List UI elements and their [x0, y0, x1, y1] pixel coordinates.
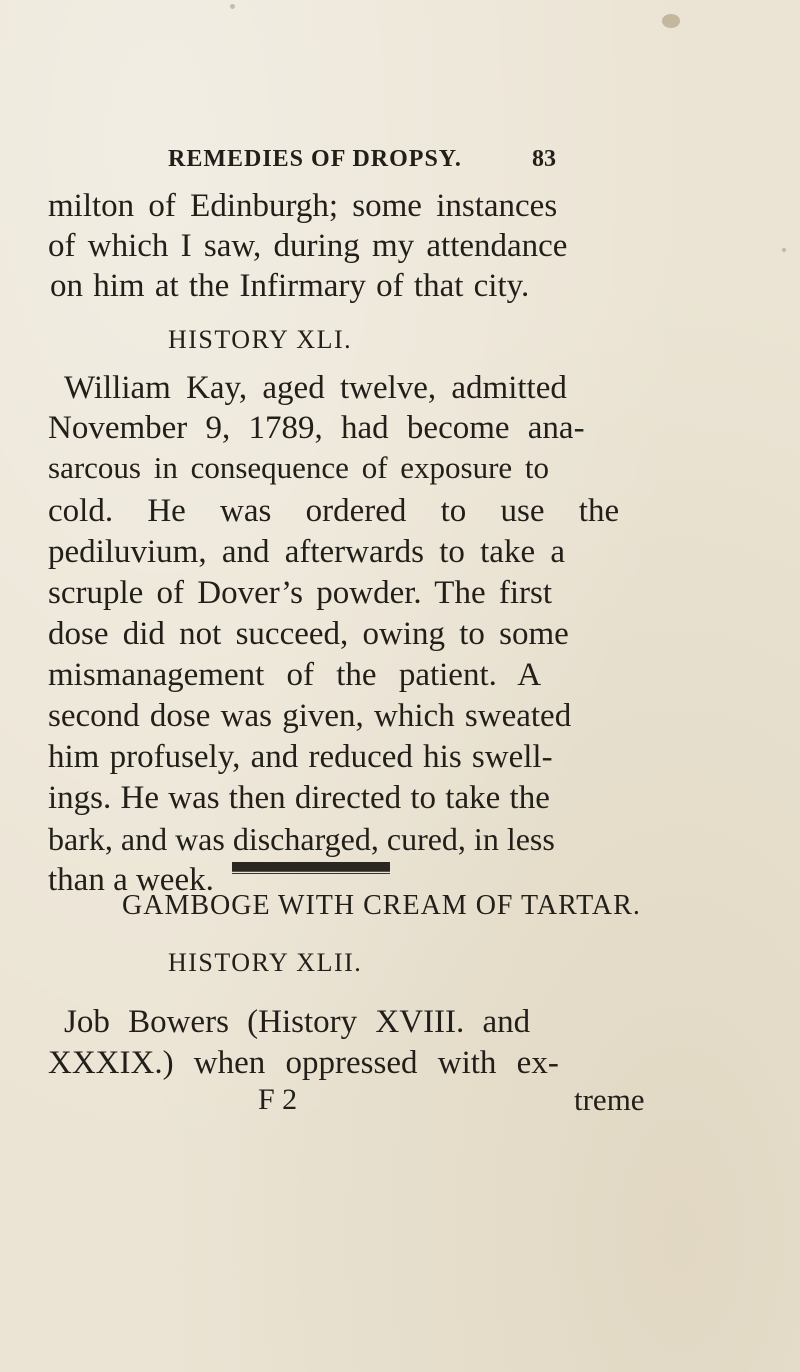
text-line: pediluvium, and afterwards to take a — [48, 534, 565, 570]
text-line: scruple of Dover’s powder. The first — [48, 575, 552, 611]
text-line: William Kay, aged twelve, admitted — [64, 370, 567, 406]
text-line: Job Bowers (History XVIII. and — [64, 1004, 531, 1040]
text-line: sarcous in consequence of exposure to — [48, 450, 550, 485]
text-line: bark, and was discharged, cured, in less — [48, 821, 555, 857]
history-heading: HISTORY XLII. — [168, 948, 363, 977]
catchword: treme — [574, 1082, 645, 1117]
text-line-end: than a week. — [48, 862, 214, 898]
text-line: second dose was given, which sweated — [48, 698, 572, 734]
paper-stain — [230, 4, 235, 9]
text-line: cold. He was ordered to use the — [48, 493, 620, 529]
section-rule-thin — [232, 873, 390, 874]
text-line: milton of Edinburgh; some instances — [48, 188, 558, 224]
text-line: November 9, 1789, had become ana- — [48, 410, 585, 446]
signature-mark: F 2 — [258, 1083, 298, 1116]
text-line: him profusely, and reduced his swell- — [48, 739, 553, 775]
text-line: XXXIX.) when oppressed with ex- — [48, 1045, 559, 1081]
history-heading: HISTORY XLI. — [168, 325, 353, 354]
page-number: 83 — [532, 146, 556, 172]
text-line: dose did not succeed, owing to some — [48, 616, 569, 652]
section-rule — [232, 862, 390, 872]
text-line: on him at the Infirmary of that city. — [50, 268, 530, 304]
text-line: mismanagement of the patient. A — [48, 657, 542, 693]
running-head — [0, 146, 800, 186]
paper-stain — [662, 14, 680, 28]
section-title: GAMBOGE WITH CREAM OF TARTAR. — [122, 890, 641, 921]
text-line: ings. He was then directed to take the — [48, 780, 550, 816]
text-line: of which I saw, during my attendance — [48, 228, 568, 264]
running-head-title: REMEDIES OF DROPSY. — [168, 146, 462, 172]
paper-stain — [782, 248, 786, 252]
